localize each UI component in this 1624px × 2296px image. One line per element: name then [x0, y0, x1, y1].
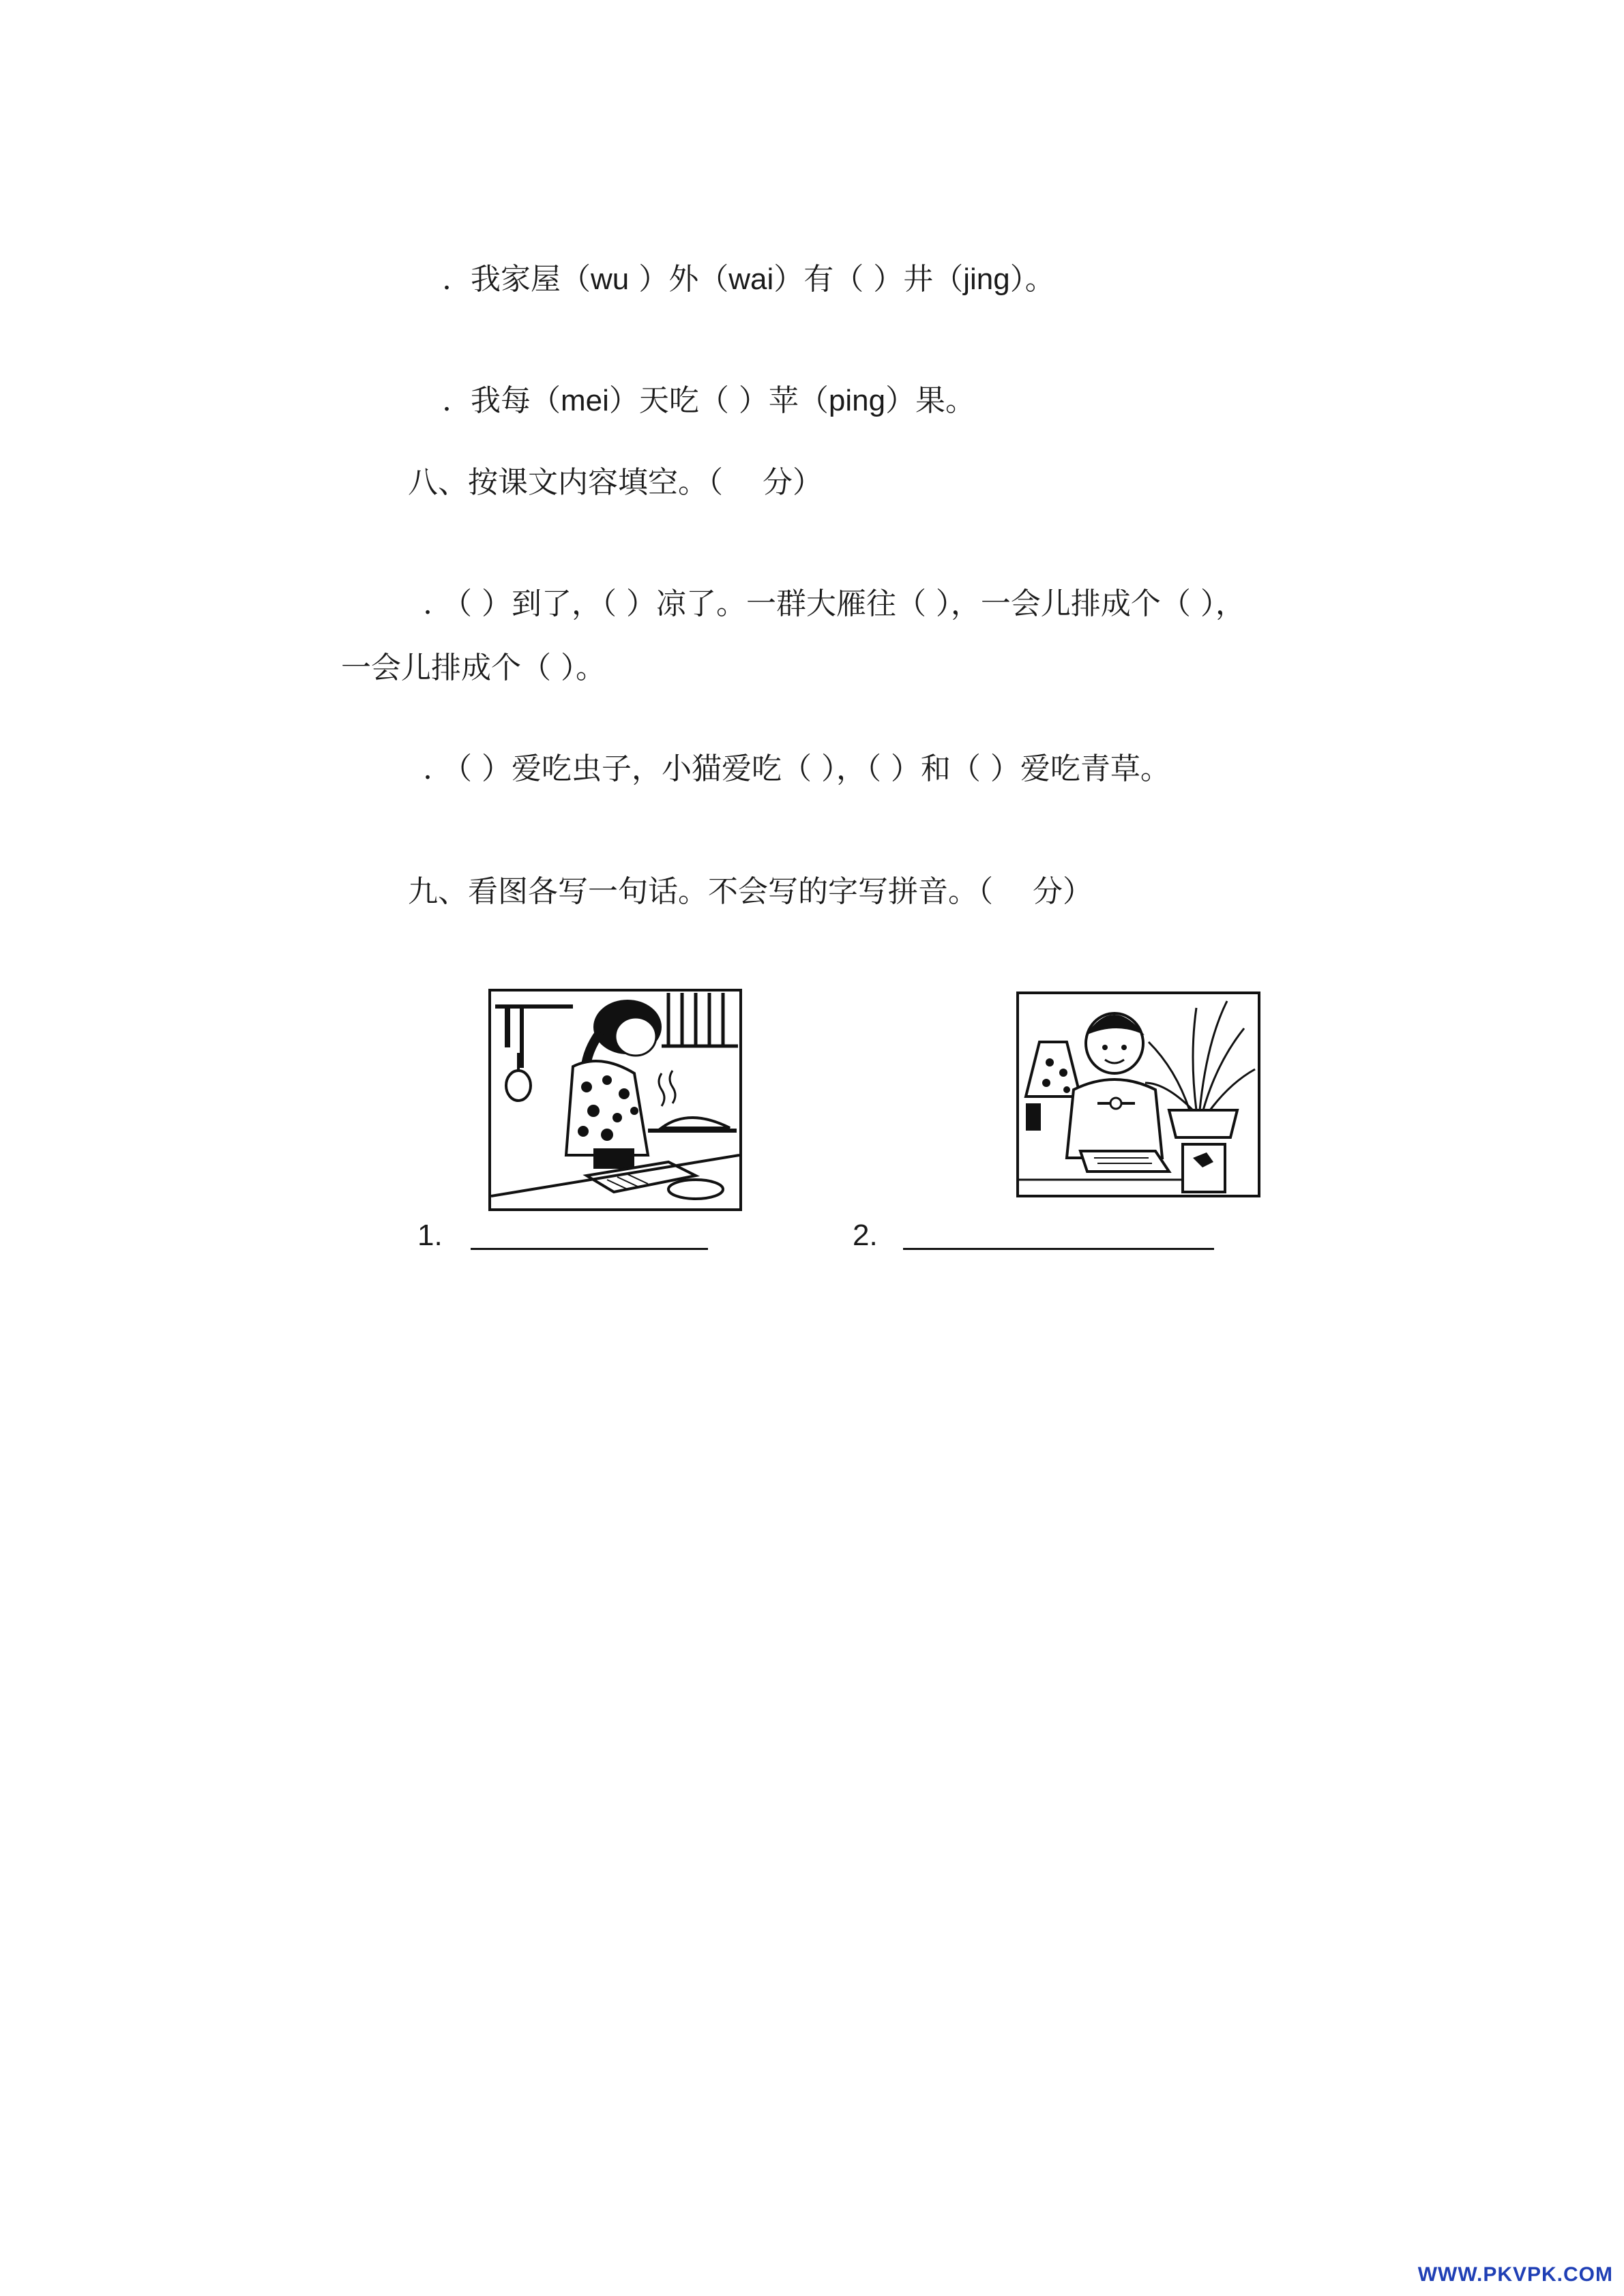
picture-reading — [1016, 992, 1260, 1197]
answer-label-1: 1. — [417, 1219, 443, 1252]
text-segment: 我家屋（ — [470, 262, 591, 297]
item-dot: . — [441, 383, 452, 418]
q9-title: 九、看图各写一句话。不会写的字写拼音。（ 分） — [408, 874, 1093, 909]
answer-blank-1[interactable] — [471, 1248, 708, 1250]
reading-illustration — [1019, 994, 1258, 1195]
text-segment: ）有（ ）井（ — [773, 262, 964, 297]
q8-item-1-line-1: . （ ）到了，（ ）凉了。一群大雁往（ ），一会儿排成个（ ）， — [423, 586, 1245, 621]
item-dot: . — [441, 262, 452, 297]
pinyin-jing: jing — [963, 263, 1010, 296]
text-segment: ）果。 — [885, 383, 976, 418]
q7-item-2 — [423, 340, 975, 421]
text-segment: ）。 — [1009, 262, 1055, 297]
pinyin-wu: wu — [590, 263, 630, 296]
text-segment: ）天吃（ ）苹（ — [608, 383, 829, 418]
answer-label-2: 2. — [853, 1219, 878, 1252]
pinyin-wai: wai — [728, 263, 774, 296]
cooking-illustration — [491, 992, 739, 1208]
q8-item-2: . （ ）爱吃虫子，小猫爱吃（ ），（ ）和（ ）爱吃青草。 — [423, 751, 1170, 786]
q7-item-1 — [423, 218, 1055, 300]
q8-item-1-line-2: 一会儿排成个（ ）。 — [341, 651, 606, 685]
answer-blank-2[interactable] — [903, 1248, 1214, 1250]
site-watermark: WWW.PKVPK.COM — [1417, 2263, 1613, 2286]
q8-title: 八、按课文内容填空。（ 分） — [408, 465, 823, 500]
text-segment: ）外（ — [629, 262, 729, 297]
text-segment: 我每（ — [470, 383, 561, 418]
picture-cooking — [488, 989, 742, 1211]
pinyin-ping: ping — [828, 384, 886, 417]
pinyin-mei: mei — [560, 384, 609, 417]
